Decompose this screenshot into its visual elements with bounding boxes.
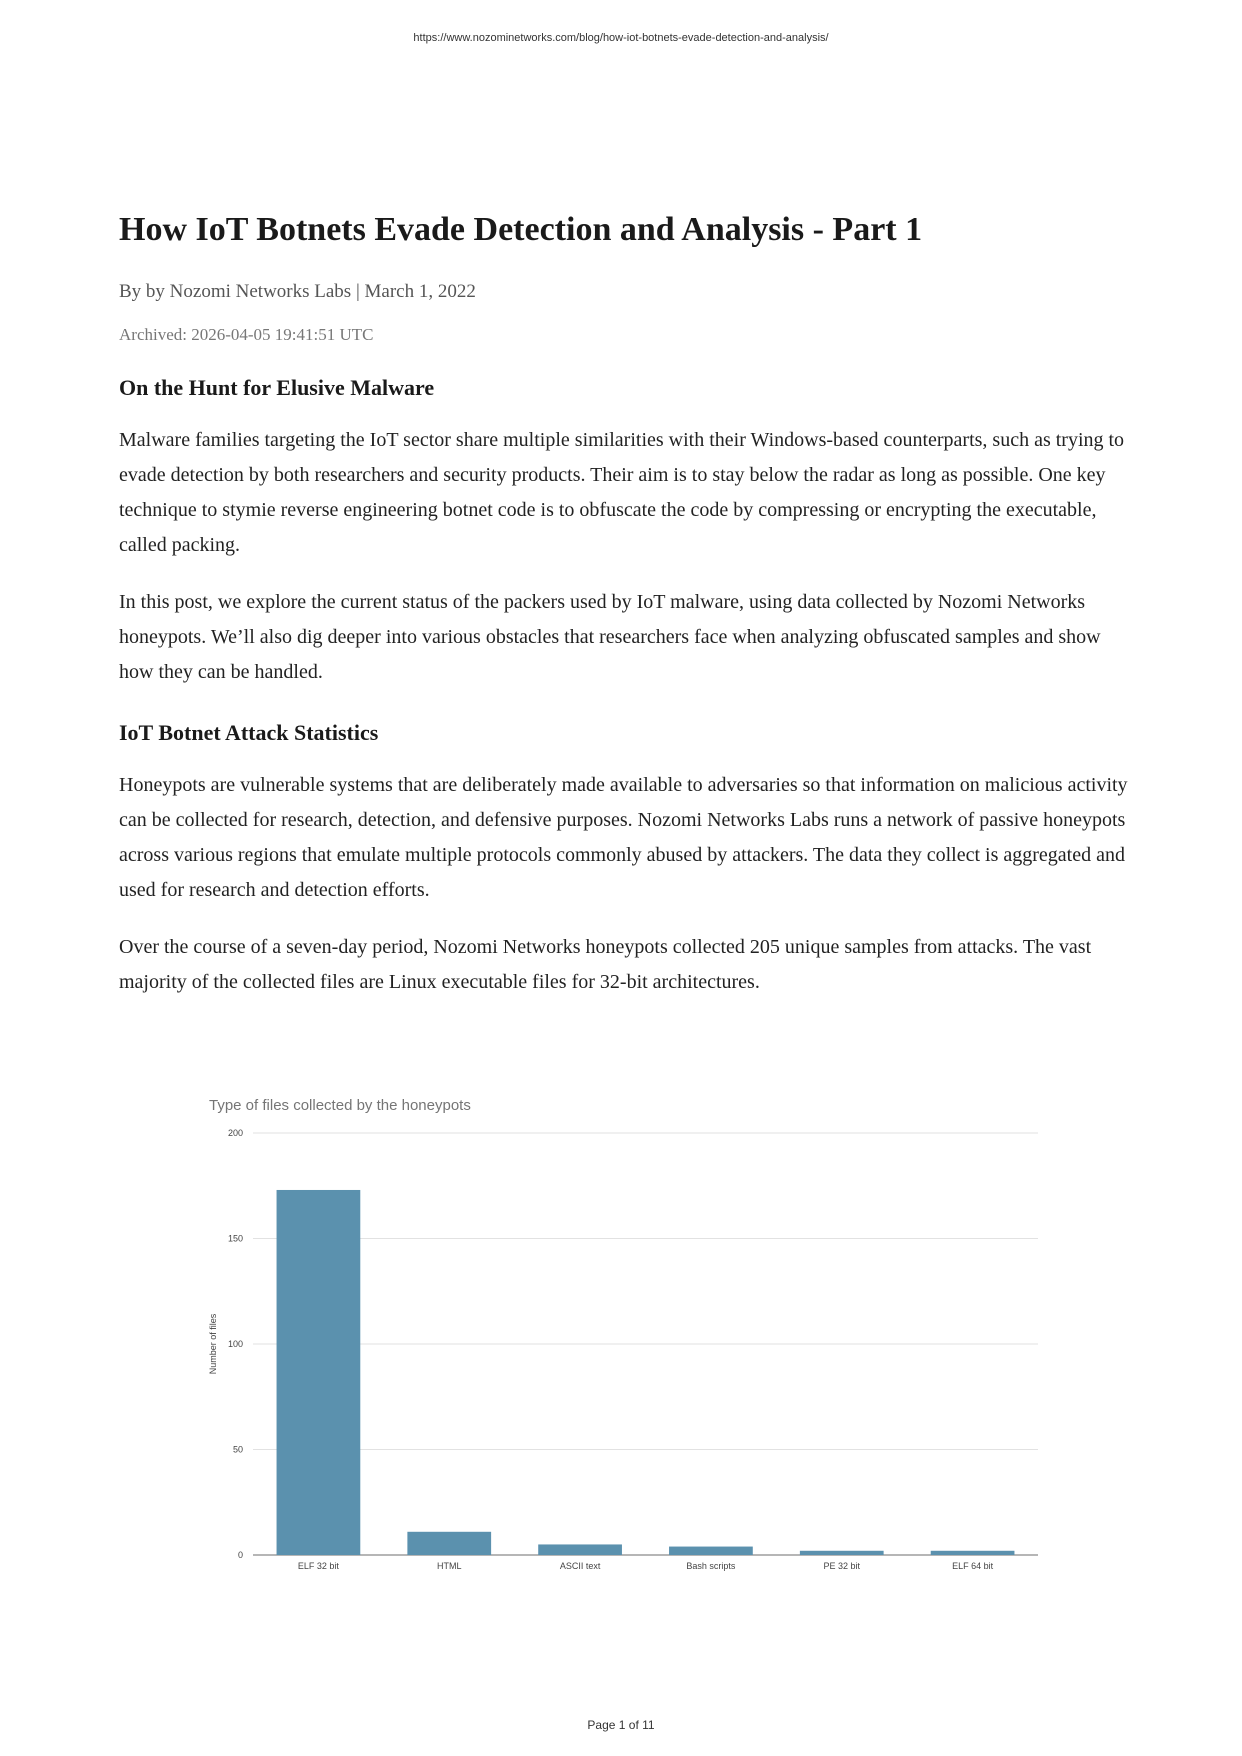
bar-bash-scripts — [669, 1547, 753, 1555]
article — [119, 210, 1129, 1000]
y-tick-label: 200 — [227, 1128, 243, 1138]
x-tick-label: HTML — [437, 1561, 462, 1571]
article-title: How IoT Botnets Evade Detection and Analysis - Part 1 — [119, 211, 923, 248]
x-tick-label: ELF 32 bit — [297, 1561, 339, 1571]
bar-pe-32-bit — [800, 1551, 884, 1555]
bar-html — [407, 1532, 491, 1555]
x-tick-label: Bash scripts — [686, 1561, 736, 1571]
chart-svg — [200, 1080, 1050, 1600]
paragraph: In this post, we explore the current status of the packers used by IoT malware, using data collected by Nozomi Networks honeypots. We’ll also dig deeper into various obstacles that researchers face when analyzing obfuscated samples and show how they can be handled. — [119, 590, 1101, 683]
y-tick-label: 100 — [227, 1339, 243, 1349]
paragraph: Over the course of a seven-day period, Nozomi Networks honeypots collected 205 unique samples from attacks. The vast majority of the collected files are Linux executable files for 32-bit architectures. — [119, 935, 1092, 993]
page-number: Page 1 of 11 — [587, 1718, 655, 1732]
bar-elf-32-bit — [277, 1190, 361, 1555]
files-bar-chart — [200, 1080, 1050, 1600]
page-url: https://www.nozominetworks.com/blog/how-iot-botnets-evade-detection-and-analysis/ — [413, 32, 829, 44]
bar-ascii-text — [538, 1544, 622, 1555]
x-tick-label: PE 32 bit — [823, 1561, 861, 1571]
paragraph: Malware families targeting the IoT sector share multiple similarities with their Windows-based counterparts, such as trying to evade detection by both researchers and security products. Their aim is to stay below the radar as long as possible. One key technique to stymie reverse engineering botnet code is to obfuscate the code by compressing or encrypting the executable, called packing. — [119, 428, 1125, 556]
paragraph: Honeypots are vulnerable systems that are deliberately made available to adversaries so that information on malicious activity can be collected for research, detection, and defensive purposes. Nozomi Networks Labs runs a network of passive honeypots across various regions that emulate multiple protocols commonly abused by attackers. The data they collect is aggregated and used for research and detection efforts. — [119, 773, 1128, 901]
y-tick-label: 0 — [237, 1550, 243, 1560]
chart-y-axis-label: Number of files — [208, 1313, 218, 1375]
x-tick-label: ELF 64 bit — [952, 1561, 994, 1571]
bar-elf-64-bit — [931, 1551, 1015, 1555]
chart-title: Type of files collected by the honeypots — [209, 1097, 471, 1114]
section-heading-statistics: IoT Botnet Attack Statistics — [119, 719, 379, 745]
section-heading-hunt: On the Hunt for Elusive Malware — [119, 374, 435, 400]
archived-timestamp: Archived: 2026-04-05 19:41:51 UTC — [119, 324, 374, 344]
x-tick-label: ASCII text — [559, 1561, 601, 1571]
byline: By by Nozomi Networks Labs | March 1, 2022 — [119, 280, 476, 302]
y-tick-label: 150 — [227, 1233, 243, 1244]
y-tick-label: 50 — [232, 1444, 243, 1455]
